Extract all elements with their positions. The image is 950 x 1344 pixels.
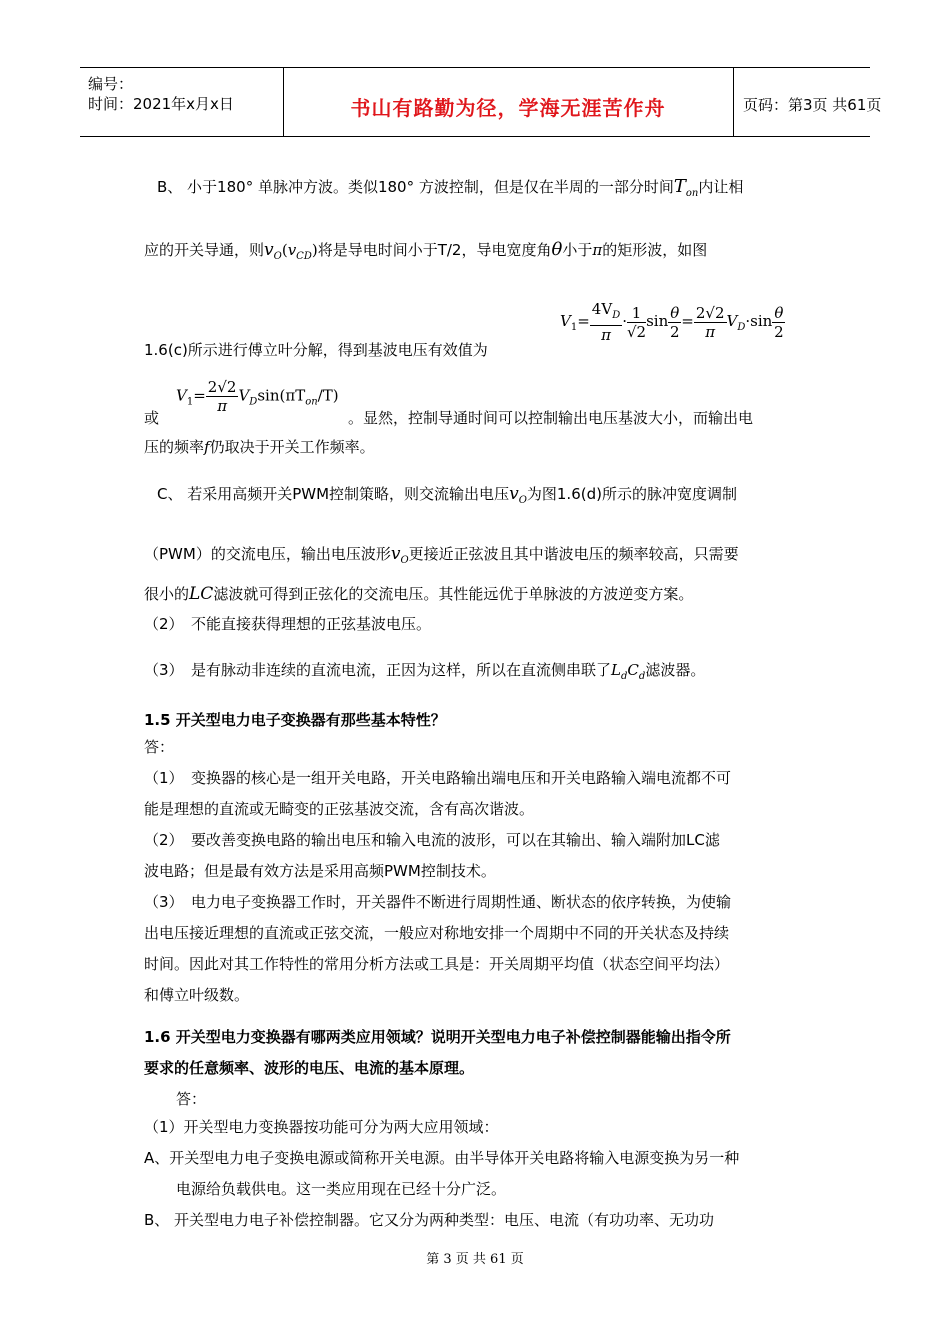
text: 小于 bbox=[562, 241, 593, 259]
denominator: π bbox=[705, 322, 716, 341]
math-subscript: CD bbox=[296, 251, 312, 262]
text: 为图1.6(d)所示的脉冲宽度调制 bbox=[526, 485, 737, 503]
section-1-6-pa1: A、开关型电力电子变换电源或简称开关电源。由半导体开关电路将输入电源变换为另一种 bbox=[144, 1149, 740, 1167]
math-subscript: D bbox=[737, 322, 746, 333]
math-symbol: T bbox=[673, 176, 686, 197]
text: 应的开关导通，则 bbox=[144, 241, 265, 259]
denominator: π bbox=[217, 397, 228, 415]
math-symbol: f bbox=[204, 438, 210, 456]
doc-number-label: 编号： bbox=[88, 75, 134, 93]
header-motto-cell bbox=[283, 68, 734, 136]
math-subscript: on bbox=[305, 396, 318, 408]
fraction bbox=[627, 304, 646, 341]
math-symbol: π bbox=[592, 241, 603, 259]
denominator: √2 bbox=[627, 322, 647, 341]
denominator: 2 bbox=[774, 322, 784, 341]
math-symbol: LC bbox=[189, 584, 214, 604]
para-c-line-2 bbox=[144, 544, 739, 571]
math-subscript: 1 bbox=[186, 396, 194, 408]
page-footer: 第 3 页 共 61 页 bbox=[426, 1252, 524, 1267]
denominator: 2 bbox=[670, 322, 680, 341]
text: 更接近正弦波且其中谐波电压的频率较高，只需要 bbox=[408, 545, 739, 563]
section-1-6-pa2: 电源给负载供电。这一类应用现在已经十分广泛。 bbox=[176, 1180, 507, 1198]
math-operator: = bbox=[577, 312, 590, 330]
math-subscript: on bbox=[685, 188, 699, 199]
section-1-6-title-1: 1.6 开关型电力变换器有哪两类应用领域？说明开关型电力电子补偿控制器能输出指令所 bbox=[144, 1028, 731, 1046]
text: 滤波器。 bbox=[645, 661, 706, 679]
math-subscript: O bbox=[518, 495, 527, 506]
math-subscript: d bbox=[621, 671, 628, 682]
equation-2 bbox=[176, 378, 339, 415]
numerator: 2√2 bbox=[207, 378, 237, 396]
para-b-line-4: 。显然，控制导通时间可以控制输出电压基波大小，而输出电 bbox=[348, 409, 754, 427]
math-symbol: v bbox=[390, 544, 401, 564]
math-symbol: C bbox=[627, 661, 639, 679]
page-header bbox=[80, 67, 882, 137]
fraction bbox=[694, 304, 727, 341]
math-symbol: L bbox=[611, 661, 622, 679]
text: （3） 是有脉动非连续的直流电流，正因为这样，所以在直流侧串联了 bbox=[144, 661, 612, 679]
text: 将是导电时间小于T/2，导电宽度角 bbox=[317, 241, 552, 259]
header-motto: 书山有路勤为径，学海无涯苦作舟 bbox=[350, 96, 666, 120]
text: B、 小于180° 单脉冲方波。类似180° 方波控制，但是仅在半周的一部分时间 bbox=[157, 178, 674, 196]
math-symbol: v bbox=[287, 241, 297, 259]
section-1-5-title: 1.5 开关型电力电子变换器有那些基本特性？ bbox=[144, 711, 446, 729]
header-page-label: 页码：第3页 共61页 bbox=[743, 96, 882, 114]
section-1-6-answer: 答： bbox=[176, 1090, 207, 1108]
para-c-line-1 bbox=[157, 484, 737, 511]
math-function: sin bbox=[646, 312, 669, 330]
text: 压的频率 bbox=[144, 438, 205, 456]
item-2: （2） 不能直接获得理想的正弦基波电压。 bbox=[144, 615, 432, 633]
math-symbol: V bbox=[560, 312, 571, 330]
text: 仍取决于开关工作频率。 bbox=[209, 438, 375, 456]
para-b-line-1 bbox=[157, 177, 743, 204]
text: 内让相 bbox=[698, 178, 744, 196]
fraction bbox=[206, 378, 239, 415]
math-expression: /T) bbox=[317, 386, 339, 405]
text: 的矩形波，如图 bbox=[602, 241, 708, 259]
text: 滤波就可得到正弦化的交流电压。其性能远优于单脉波的方波逆变方案。 bbox=[213, 585, 694, 603]
math-expression: sin(πT bbox=[257, 386, 306, 405]
numerator: 2√2 bbox=[695, 303, 725, 322]
paren: ( bbox=[281, 241, 288, 259]
numerator: 4V bbox=[591, 300, 613, 318]
numerator: θ bbox=[774, 303, 784, 322]
section-1-6-pb1: B、 开关型电力电子补偿控制器。它又分为两种类型：电压、电流（有功功率、无功功 bbox=[144, 1211, 715, 1229]
section-1-5-p1b: 能是理想的直流或无畸变的正弦基波交流，含有高次谐波。 bbox=[144, 800, 535, 818]
section-1-5-p1a: （1） 变换器的核心是一组开关电路，开关电路输出端电压和开关电路输入端电流都不可 bbox=[144, 769, 732, 787]
math-operator: = bbox=[681, 312, 694, 330]
para-b-line-3: 1.6(c)所示进行傅立叶分解，得到基波电压有效值为 bbox=[144, 341, 488, 359]
math-subscript: 1 bbox=[570, 322, 578, 333]
numerator: θ bbox=[670, 303, 680, 322]
math-symbol: V bbox=[238, 386, 250, 405]
math-symbol: v bbox=[264, 240, 274, 260]
section-1-5-p2a: （2） 要改善变换电路的输出电压和输入电流的波形，可以在其输出、输入端附加LC滤 bbox=[144, 831, 720, 849]
math-subscript: O bbox=[273, 251, 282, 262]
math-symbol: V bbox=[726, 312, 738, 330]
fraction bbox=[772, 304, 785, 341]
section-1-5-p3c: 时间。因此对其工作特性的常用分析方法或工具是：开关周期平均值（状态空间平均法） bbox=[144, 955, 730, 973]
fraction bbox=[590, 300, 622, 344]
section-1-5-p3a: （3） 电力电子变换器工作时，开关器件不断进行周期性通、断状态的依序转换，为使输 bbox=[144, 893, 732, 911]
section-1-6-title-2: 要求的任意频率、波形的电压、电流的基本原理。 bbox=[144, 1059, 475, 1077]
math-subscript: O bbox=[400, 555, 409, 566]
doc-time-label: 时间：2021年x月x日 bbox=[88, 95, 234, 113]
item-3 bbox=[144, 660, 705, 687]
para-b-line-4-prefix: 或 bbox=[144, 409, 160, 427]
equation-1 bbox=[560, 300, 785, 344]
para-b-line-5 bbox=[144, 437, 375, 457]
math-operator: · bbox=[622, 312, 627, 330]
text: （PWM）的交流电压，输出电压波形 bbox=[144, 545, 391, 563]
math-subscript: D bbox=[249, 396, 258, 408]
math-symbol: V bbox=[176, 386, 187, 405]
text: C、 若采用高频开关PWM控制策略，则交流输出电压 bbox=[157, 485, 510, 503]
section-1-5-p3d: 和傅立叶级数。 bbox=[144, 986, 250, 1004]
para-c-line-3 bbox=[144, 584, 693, 604]
text: 很小的 bbox=[144, 585, 190, 603]
para-b-line-2 bbox=[144, 240, 707, 267]
header-meta-cell bbox=[80, 68, 284, 136]
math-symbol: v bbox=[509, 484, 519, 504]
fraction bbox=[668, 304, 681, 341]
denominator: π bbox=[601, 326, 611, 344]
header-page-cell bbox=[733, 68, 882, 136]
paren: ) bbox=[311, 241, 318, 259]
math-operator: = bbox=[193, 386, 206, 405]
math-symbol: θ bbox=[551, 239, 563, 260]
section-1-5-p3b: 出电压接近理想的直流或正弦交流，一般应对称地安排一个周期中不同的开关状态及持续 bbox=[144, 924, 730, 942]
math-subscript: D bbox=[612, 310, 621, 321]
section-1-6-p1: （1）开关型电力变换器按功能可分为两大应用领域： bbox=[144, 1118, 499, 1136]
math-subscript: d bbox=[638, 671, 646, 682]
section-1-5-p2b: 波电路；但是最有效方法是采用高频PWM控制技术。 bbox=[144, 862, 496, 880]
numerator: 1 bbox=[627, 304, 646, 323]
math-function: ·sin bbox=[745, 312, 773, 330]
section-1-5-answer: 答： bbox=[144, 738, 175, 756]
